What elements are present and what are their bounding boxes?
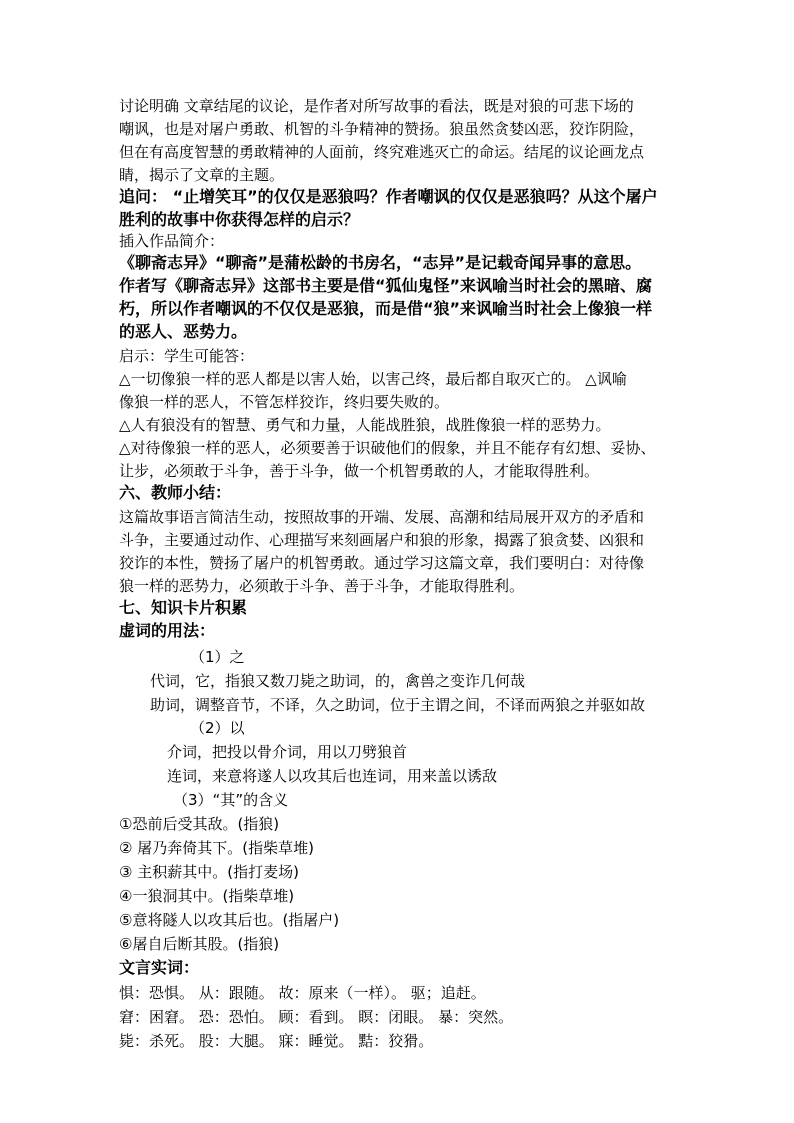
intro-line-2: 作者写《聊斋志异》这部书主要是借“狐仙鬼怪”来讽喻当时社会的黑暗、腐: [119, 276, 653, 295]
discussion-line-3: 但在有高度智慧的勇敢精神的人面前，终究难逃灭亡的命运。结尾的议论画龙点: [119, 143, 645, 161]
discussion-line-2: 嘲讽，也是对屠户勇敢、机智的斗争精神的赞扬。狼虽然贪婪凶恶，狡诈阴险，: [119, 120, 645, 138]
intro-line-1: 《聊斋志异》“聊斋”是蒲松龄的书房名，“志异”是记载奇闻异事的意思。: [119, 253, 642, 272]
summary-line-4: 狼一样的恶势力，必须敢于斗争、善于斗争，才能取得胜利。: [119, 577, 525, 595]
qi-example-4: ④一狼洞其中。(指柴草堆): [119, 887, 295, 905]
inspiration-item-2: 像狼一样的恶人，不管怎样狡诈，终归要失败的。: [119, 393, 450, 411]
qi-example-2: ② 屠乃奔倚其下。(指柴草堆): [119, 839, 314, 857]
qi-example-5: ⑤意将隧人以攻其后也。(指屠户): [119, 911, 340, 929]
inspiration-item-4a: △对待像狼一样的恶人，必须要善于识破他们的假象，并且不能存有幻想、妥协、: [119, 439, 656, 457]
content-words-line-3: 毙：杀死。 股：大腿。 寐：睡觉。 黠：狡猾。: [119, 1032, 434, 1050]
content-words-line-2: 窘：困窘。 恐：恐怕。 顾：看到。 瞑：闭眼。 暴：突然。: [119, 1008, 514, 1026]
item-yi-preposition: 介词，把投以骨介词，用以刀劈狼首: [167, 743, 408, 761]
item-zhi-heading: （1）之: [190, 648, 245, 666]
section-6-heading: 六、教师小结：: [119, 483, 232, 502]
follow-up-question-1: 追问： “止增笑耳”的仅仅是恶狼吗？作者嘲讽的仅仅是恶狼吗？从这个屠户: [119, 187, 658, 206]
inspiration-item-3: △人有狼没有的智慧、勇气和力量，人能战胜狼，战胜像狼一样的恶势力。: [119, 416, 611, 434]
content-words-heading: 文言实词：: [119, 958, 200, 977]
discussion-line-1: 讨论明确 文章结尾的议论，是作者对所写故事的看法，既是对狼的可悲下场的: [119, 97, 634, 115]
function-words-heading: 虚词的用法：: [119, 621, 216, 640]
inspiration-item-1: △一切像狼一样的恶人都是以害人始，以害己终，最后都自取灭亡的。 △讽喻: [119, 370, 627, 388]
summary-line-1: 这篇故事语言简洁生动，按照故事的开端、发展、高潮和结局展开双方的矛盾和: [119, 508, 645, 526]
section-7-heading: 七、知识卡片积累: [119, 598, 248, 617]
qi-example-6: ⑥屠自后断其股。(指狼): [119, 935, 280, 953]
item-yi-heading: （2）以: [190, 719, 245, 737]
inspiration-label: 启示：学生可能答：: [119, 347, 255, 365]
intro-line-4: 的恶人、恶势力。: [119, 322, 248, 341]
summary-line-2: 斗争，主要通过动作、心理描写来刻画屠户和狼的形象，揭露了狼贪婪、凶狠和: [119, 531, 645, 549]
insert-intro-label: 插入作品简介：: [119, 232, 225, 250]
item-zhi-particle: 助词，调整音节，不译，久之助词，位于主谓之间，不译而两狼之并驱如故: [150, 696, 646, 714]
inspiration-item-4b: 让步，必须敢于斗争，善于斗争，做一个机智勇敢的人，才能取得胜利。: [119, 462, 600, 480]
qi-example-1: ①恐前后受其敌。(指狼): [119, 815, 280, 833]
item-yi-conjunction: 连词，来意将遂人以攻其后也连词，用来盖以诱敌: [167, 767, 498, 785]
summary-line-3: 狡诈的本性，赞扬了屠户的机智勇敢。通过学习这篇文章，我们要明白：对待像: [119, 554, 645, 572]
intro-line-3: 朽，所以作者嘲讽的不仅仅是恶狼，而是借“狼”来讽喻当时社会上像狼一样: [119, 299, 653, 318]
discussion-line-4: 睛，揭示了文章的主题。: [119, 166, 285, 184]
item-zhi-pronoun: 代词，它，指狼又数刀毙之助词，的，禽兽之变诈几何哉: [150, 672, 526, 690]
qi-example-3: ③ 主积薪其中。(指打麦场): [119, 863, 299, 881]
item-qi-heading: （3）“其”的含义: [173, 791, 289, 809]
content-words-line-1: 惧：恐惧。 从：跟随。 故：原来（一样）。 驱；追赶。: [119, 984, 486, 1002]
follow-up-question-2: 胜利的故事中你获得怎样的启示？: [119, 210, 360, 229]
